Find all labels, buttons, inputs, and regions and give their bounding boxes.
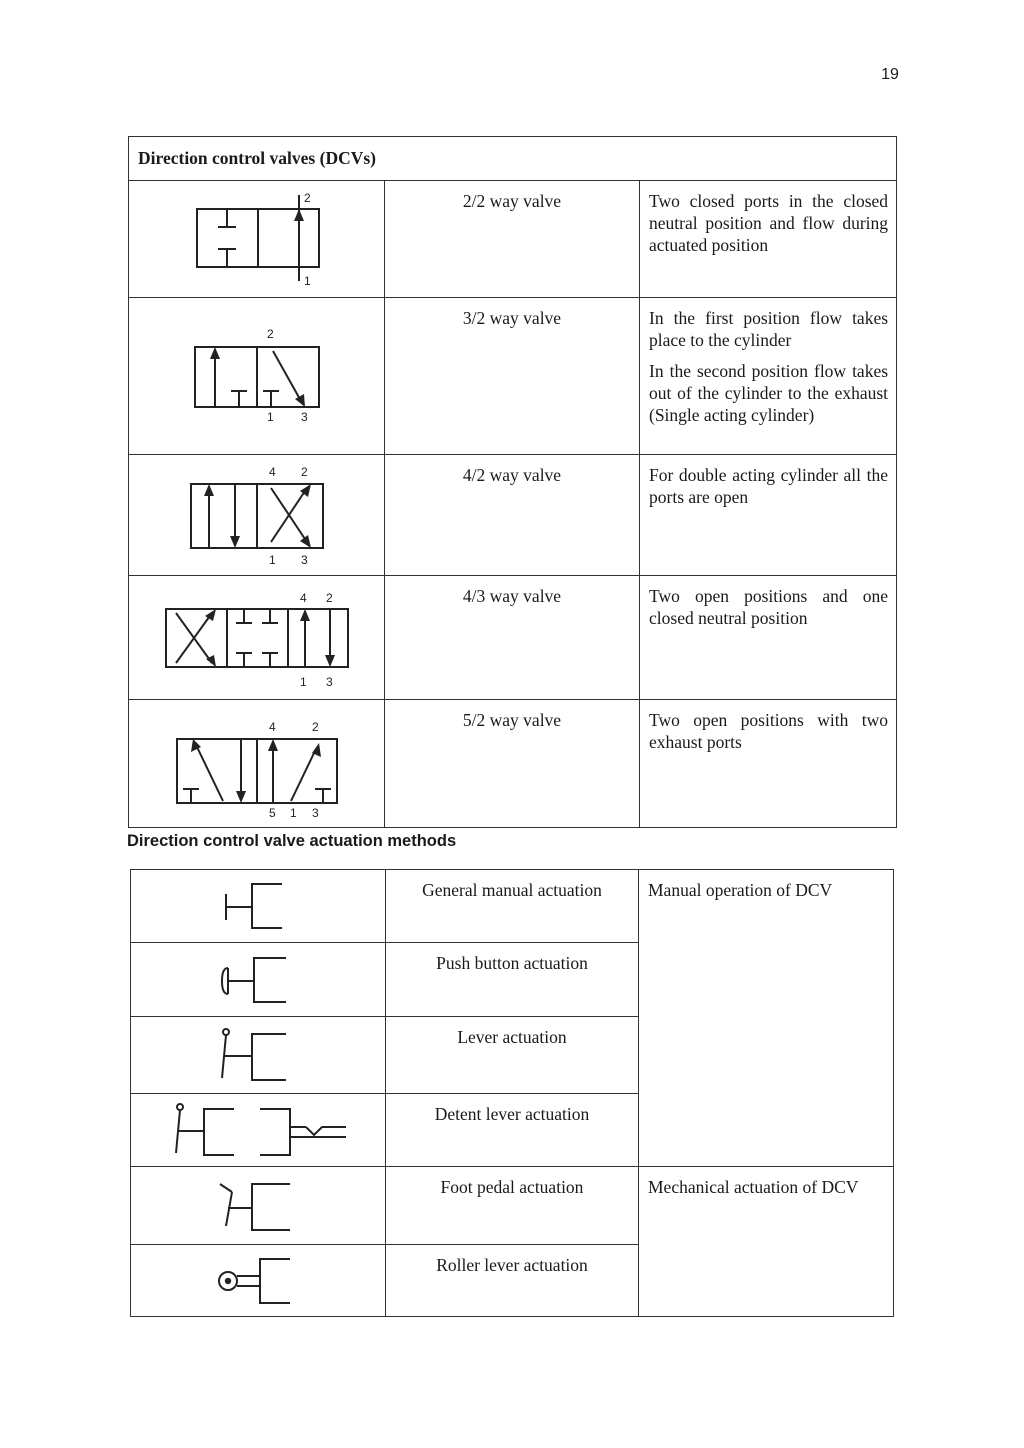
actuation-symbol-cell	[131, 1245, 386, 1317]
port-label: 4	[268, 465, 276, 479]
valve-description-line: For double acting cylinder all the ports are open	[649, 465, 889, 507]
port-label: 3	[325, 674, 333, 689]
valve-description	[640, 298, 897, 455]
valve-name: 3/2 way valve	[385, 298, 640, 455]
actuation-group-label	[639, 870, 894, 1167]
3-2-way-valve-symbol-icon	[187, 321, 327, 431]
actuation-name: Lever actuation	[386, 1017, 639, 1094]
port-label: 2	[325, 590, 333, 605]
valve-name: 4/3 way valve	[385, 576, 640, 700]
table-row	[129, 181, 897, 298]
actuation-symbol-cell	[131, 1167, 386, 1245]
actuation-group-text: Manual operation of DCV	[648, 880, 833, 900]
valve-name: 5/2 way valve	[385, 700, 640, 828]
table-row	[129, 298, 897, 455]
valve-description	[640, 576, 897, 700]
valve-symbol-cell	[129, 576, 385, 700]
foot-pedal-actuation-icon	[218, 1178, 298, 1234]
port-label: 2	[300, 465, 308, 479]
port-label: 2	[303, 191, 311, 205]
port-label: 2	[266, 327, 274, 341]
valve-symbol-cell	[129, 700, 385, 828]
actuation-symbol-cell	[131, 1017, 386, 1094]
valve-name: 4/2 way valve	[385, 455, 640, 576]
port-label: 1	[268, 553, 276, 567]
port-label: 1	[266, 410, 274, 424]
roller-lever-actuation-icon	[216, 1256, 300, 1306]
valve-symbol-cell	[129, 181, 385, 298]
actuation-name: Roller lever actuation	[386, 1245, 639, 1317]
valve-symbol-cell	[129, 455, 385, 576]
table-row	[129, 455, 897, 576]
port-label: 1	[303, 274, 311, 288]
valve-description-line: In the first position flow takes place to the cylinder	[649, 308, 889, 350]
port-label: 3	[300, 410, 308, 424]
actuation-name: Detent lever actuation	[386, 1094, 639, 1167]
push-button-actuation-icon	[218, 954, 298, 1006]
actuation-table	[130, 869, 894, 1317]
valve-description-line: Two open positions and one closed neutral position	[649, 586, 889, 628]
table-row	[129, 700, 897, 828]
port-label: 2	[311, 719, 319, 734]
general-manual-actuation-icon	[218, 880, 298, 932]
valve-description	[640, 455, 897, 576]
actuation-group-text: Mechanical actuation of DCV	[648, 1177, 859, 1197]
dcv-table-header-row	[129, 137, 897, 181]
valve-description	[640, 700, 897, 828]
dcv-table	[128, 136, 897, 828]
valve-name: 2/2 way valve	[385, 181, 640, 298]
4-2-way-valve-symbol-icon	[187, 462, 327, 568]
lever-actuation-icon	[218, 1026, 298, 1084]
table-row	[131, 1167, 894, 1245]
table-row	[129, 576, 897, 700]
port-label: 3	[311, 805, 319, 819]
actuation-symbol-cell	[131, 943, 386, 1017]
port-label: 4	[268, 719, 276, 734]
table-row	[131, 870, 894, 943]
valve-symbol-cell	[129, 298, 385, 455]
actuation-name: Foot pedal actuation	[386, 1167, 639, 1245]
detent-lever-actuation-icon	[170, 1101, 346, 1159]
port-label: 1	[299, 674, 307, 689]
5-2-way-valve-symbol-icon	[173, 709, 341, 819]
page-number: 19	[881, 66, 899, 83]
valve-description-line: Two open positions with two exhaust ports	[649, 710, 889, 752]
dcv-table-header: Direction control valves (DCVs)	[129, 137, 897, 181]
2-2-way-valve-symbol-icon	[187, 187, 327, 291]
port-label: 1	[289, 805, 297, 819]
actuation-symbol-cell	[131, 1094, 386, 1167]
actuation-name: Push button actuation	[386, 943, 639, 1017]
port-label: 4	[299, 590, 307, 605]
actuation-group-label	[639, 1167, 894, 1317]
actuation-symbol-cell	[131, 870, 386, 943]
4-3-way-valve-symbol-icon	[162, 585, 352, 691]
valve-description-line: Two closed ports in the closed neutral position and flow during actuated position	[649, 191, 889, 255]
port-label: 3	[300, 553, 308, 567]
actuation-name: General manual actuation	[386, 870, 639, 943]
port-label: 5	[268, 805, 276, 819]
section-title: Direction control valve actuation methods	[127, 832, 457, 850]
valve-description	[640, 181, 897, 298]
valve-description-line: In the second position flow takes out of the cylinder to the exhaust (Single acting cylinder)	[649, 361, 889, 425]
